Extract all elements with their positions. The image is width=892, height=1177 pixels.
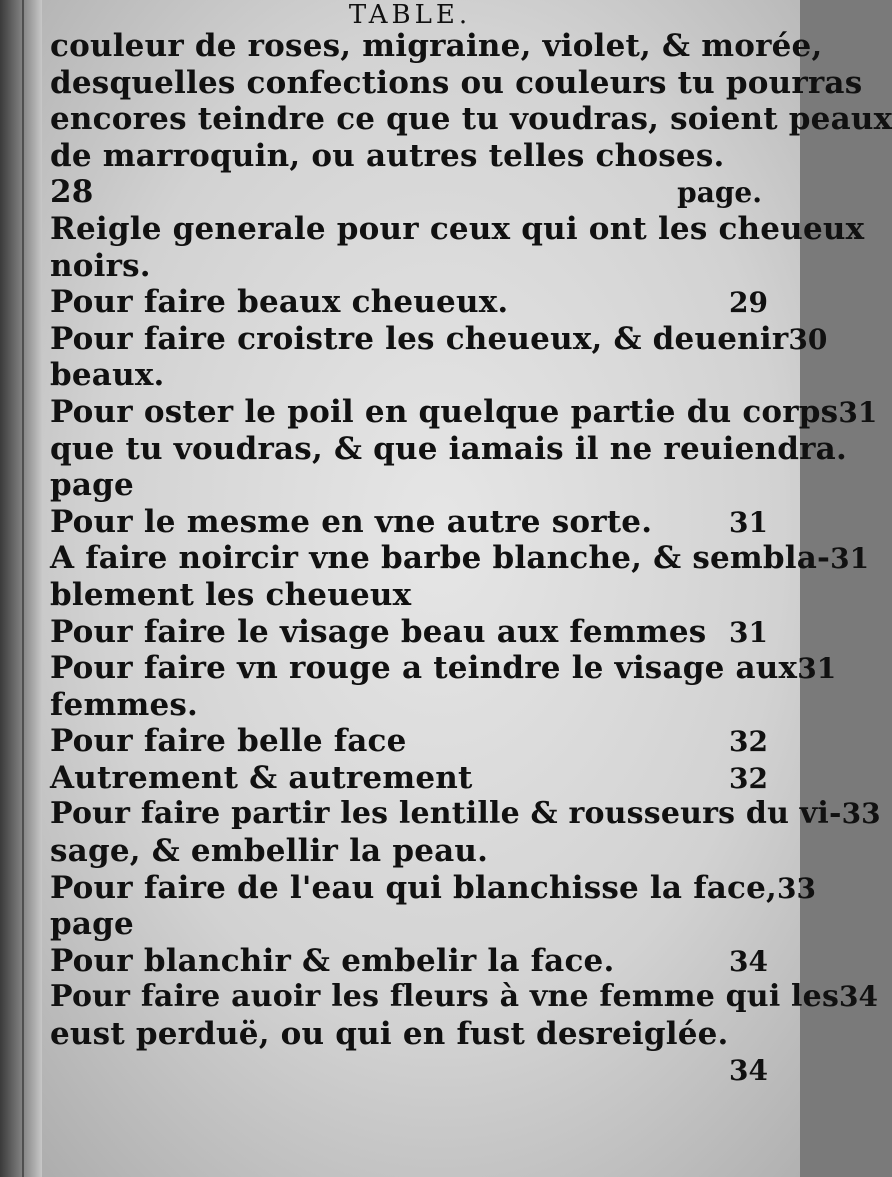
entry-text: encores teindre ce que tu voudras, soient peaux <box>50 101 892 138</box>
page-number: 32 <box>729 725 768 759</box>
page-number: 31 <box>729 505 768 539</box>
toc-line <box>50 430 847 468</box>
page-number: 33 <box>841 797 881 831</box>
entry-text: desquelles confections ou couleurs tu pourras <box>50 64 863 101</box>
page-number: 33 <box>777 871 816 905</box>
running-header: TABLE. <box>348 0 472 30</box>
toc-line <box>50 504 770 541</box>
toc-line <box>50 577 770 614</box>
toc-line <box>50 796 881 833</box>
entry-text: de marroquin, ou autres telles choses. <box>50 137 725 174</box>
entry-text: Pour faire beaux cheueux. <box>50 284 509 321</box>
toc-line <box>50 174 770 211</box>
entry-text: Pour blanchir & embelir la face. <box>50 942 615 979</box>
entry-text: Pour faire belle face <box>50 723 407 760</box>
entry-text: Pour oster le poil en quelque partie du corps <box>50 393 839 430</box>
entry-text: que tu voudras, & que iamais il ne reuiendra. <box>50 430 847 467</box>
toc-line <box>50 1016 770 1053</box>
toc-line <box>50 723 770 760</box>
toc-line <box>50 540 870 577</box>
toc-line <box>50 943 770 980</box>
entry-text: blement les cheueux <box>50 576 412 613</box>
entry-text: femmes. <box>50 686 199 723</box>
entry-text: noirs. <box>50 247 151 284</box>
entry-text: Pour faire de l'eau qui blanchisse la face, <box>50 869 778 906</box>
toc-line <box>50 869 816 907</box>
page-number: 31 <box>830 542 870 576</box>
toc-line <box>50 357 770 394</box>
entry-text: eust perduë, ou qui en fust desreiglée. <box>50 1016 729 1053</box>
toc-line <box>50 687 770 724</box>
entry-text: Pour faire auoir les fleurs à vne femme qui les <box>50 979 840 1015</box>
entry-text: couleur de roses, migraine, violet, & morée, <box>50 28 823 64</box>
page-number: 34 <box>729 1053 768 1087</box>
entry-text: Pour faire le visage beau aux femmes <box>50 613 707 650</box>
entry-text: Reigle generale pour ceux qui ont les cheueux <box>50 210 865 247</box>
toc-line <box>50 64 863 102</box>
toc-line <box>50 210 865 248</box>
toc-line <box>50 1053 770 1090</box>
entry-text: beaux. <box>50 357 165 394</box>
toc-line <box>50 320 828 358</box>
entry-text: A faire noircir vne barbe blanche, & sembla- <box>50 540 831 577</box>
entry-text: Pour faire partir les lentille & rousseurs du vi- <box>50 796 842 832</box>
toc-line <box>50 467 770 504</box>
page-number: 30 <box>788 322 828 356</box>
toc-line <box>50 650 837 687</box>
toc-line <box>50 284 770 321</box>
page-binding-shadow <box>0 0 42 1177</box>
toc-line <box>50 393 878 431</box>
entry-text: 28 <box>50 174 94 211</box>
toc-line <box>50 248 770 285</box>
page-number: 34 <box>729 944 768 978</box>
entry-text: page <box>50 467 134 504</box>
page-number: 31 <box>729 615 768 649</box>
entry-text: Autrement & autrement <box>50 759 473 796</box>
page-number: 34 <box>839 980 879 1014</box>
entry-text: sage, & embellir la peau. <box>50 833 489 870</box>
table-of-contents <box>50 28 892 1089</box>
page-number: 29 <box>729 286 768 320</box>
page-number: 32 <box>729 761 768 795</box>
toc-line <box>50 833 770 870</box>
toc-line <box>50 28 823 65</box>
entry-text: page <box>50 906 134 943</box>
page-number: 31 <box>838 395 878 429</box>
page-number: 31 <box>797 652 837 686</box>
toc-line <box>50 138 770 175</box>
toc-line <box>50 906 770 943</box>
binding-edge <box>22 0 24 1177</box>
entry-text: Pour faire vn rouge a teindre le visage aux <box>50 650 798 687</box>
entry-text: Pour faire croistre les cheueux, & deuenir <box>50 320 789 357</box>
page-number: page. <box>677 176 762 210</box>
toc-line <box>50 101 892 138</box>
toc-line <box>50 614 770 651</box>
entry-text: Pour le mesme en vne autre sorte. <box>50 503 653 540</box>
toc-line <box>50 760 770 797</box>
toc-line <box>50 979 879 1016</box>
